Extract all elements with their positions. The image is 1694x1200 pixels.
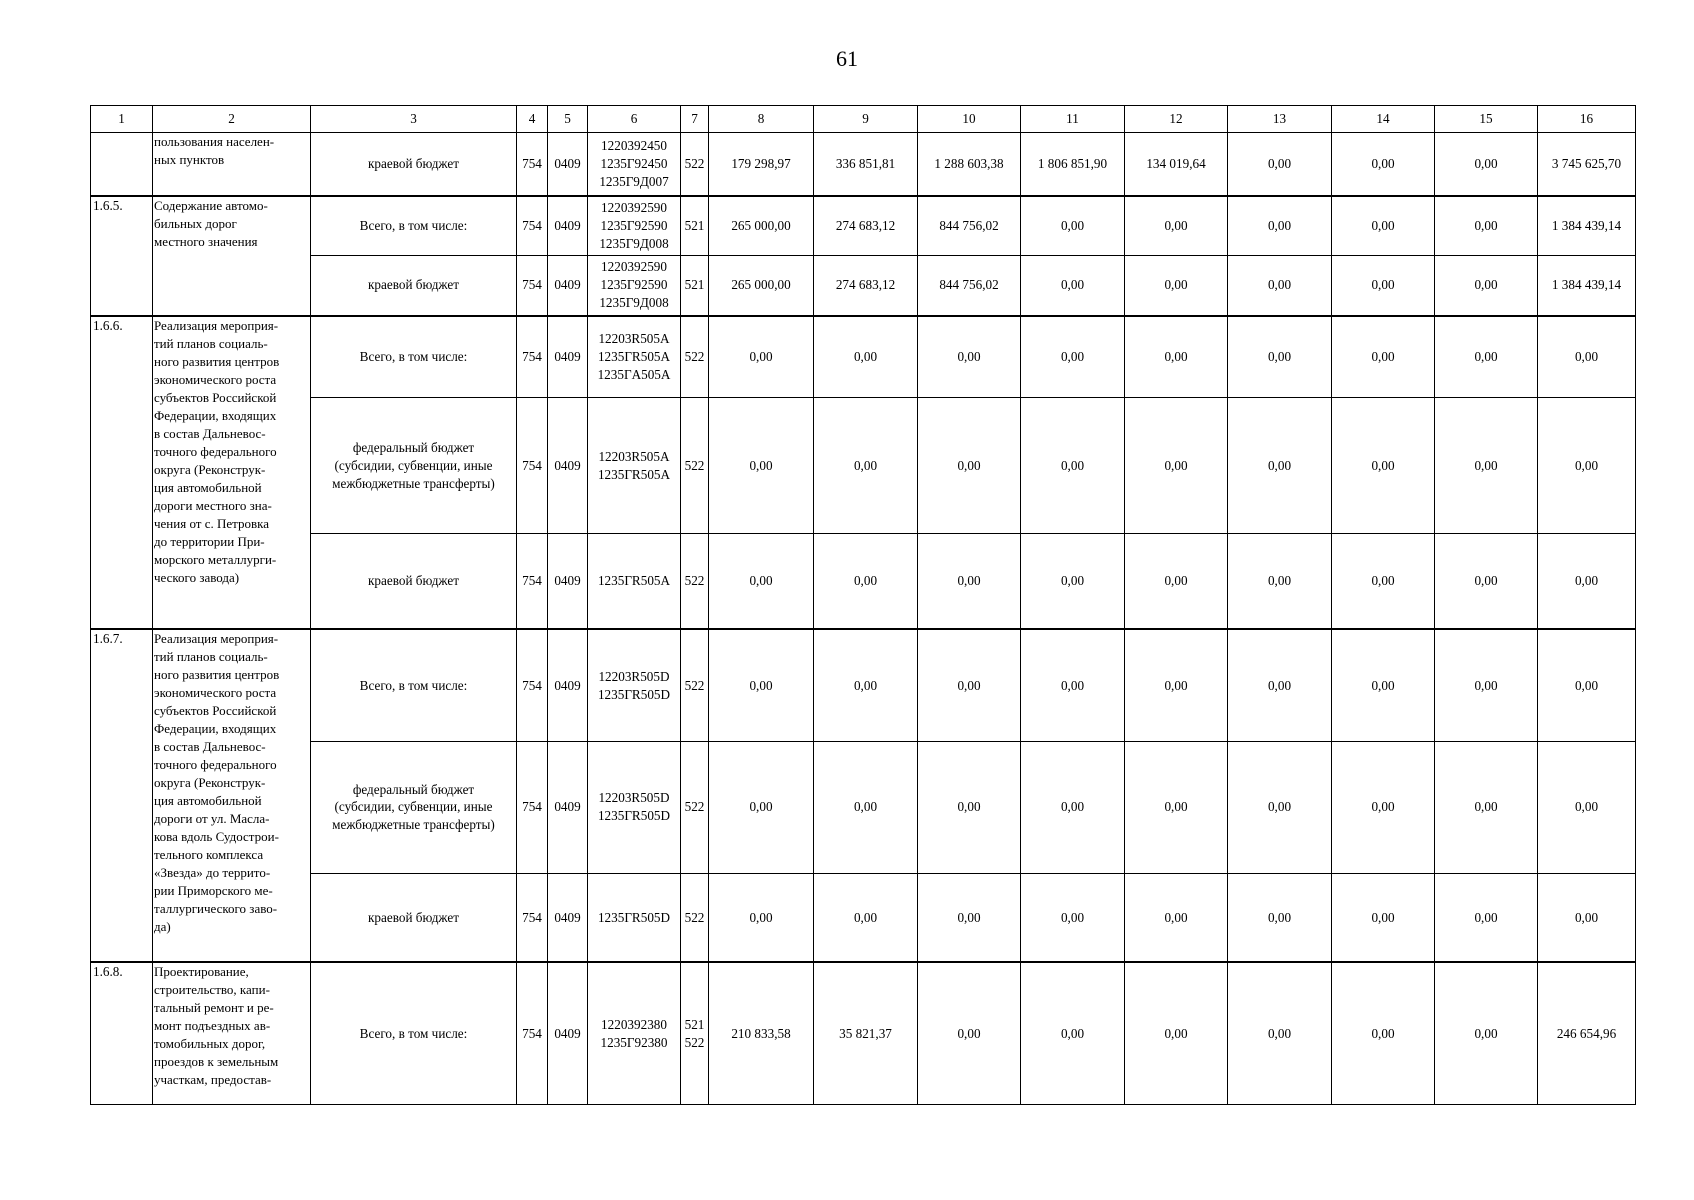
- expense-type-code: [681, 255, 709, 316]
- amount-col-13: 0,00: [1228, 397, 1332, 533]
- target-article-line: 1220392450: [601, 138, 667, 154]
- target-article-line: 12203R505A: [598, 448, 670, 464]
- target-article-line: 1235ГR505D: [597, 808, 671, 824]
- target-article-code: [588, 534, 681, 630]
- amount-col-10: 0,00: [918, 741, 1021, 873]
- funding-source: [311, 629, 517, 741]
- header-col-2: 2: [153, 106, 311, 133]
- header-row: [91, 106, 1636, 133]
- amount-col-15: 0,00: [1435, 534, 1538, 630]
- section-code: 0409: [548, 397, 588, 533]
- item-name: [153, 316, 311, 629]
- funding-source: [311, 255, 517, 316]
- item-number: 1.6.5.: [91, 196, 153, 316]
- amount-col-12: 0,00: [1125, 196, 1228, 255]
- table-row: [91, 629, 1636, 741]
- target-article-line: 1235Г92590: [600, 277, 668, 293]
- grbs-code: 754: [517, 316, 548, 397]
- target-article-code: [588, 133, 681, 196]
- amount-col-15: 0,00: [1435, 962, 1538, 1105]
- item-name-line: кова вдоль Судострои-: [154, 829, 279, 845]
- amount-col-12: 0,00: [1125, 741, 1228, 873]
- expense-type-code: [681, 133, 709, 196]
- item-name-line: рии Приморского ме-: [154, 883, 273, 899]
- grbs-code: 754: [517, 874, 548, 963]
- target-article-line: 1235ГR505A: [597, 466, 671, 482]
- header-col-16: 16: [1538, 106, 1636, 133]
- budget-table: [90, 105, 1636, 1105]
- amount-col-8: 0,00: [709, 874, 814, 963]
- target-article-code: [588, 255, 681, 316]
- amount-col-13: 0,00: [1228, 629, 1332, 741]
- item-name-line: дороги от ул. Масла-: [154, 811, 270, 827]
- amount-col-13: 0,00: [1228, 316, 1332, 397]
- item-name-line: до территории При-: [154, 534, 265, 550]
- expense-type-code: [681, 316, 709, 397]
- expense-type-code: [681, 741, 709, 873]
- table-row: [91, 255, 1636, 316]
- amount-col-13: 0,00: [1228, 534, 1332, 630]
- grbs-code: 754: [517, 741, 548, 873]
- funding-source-line: краевой бюджет: [368, 909, 459, 925]
- amount-col-12: 0,00: [1125, 962, 1228, 1105]
- item-name-line: экономического роста: [154, 372, 277, 388]
- funding-source: [311, 196, 517, 255]
- table-row: [91, 962, 1636, 1105]
- amount-col-14: 0,00: [1332, 962, 1435, 1105]
- section-code: 0409: [548, 741, 588, 873]
- amount-col-10: 0,00: [918, 316, 1021, 397]
- amount-col-10: 0,00: [918, 629, 1021, 741]
- expense-type-line: 522: [684, 909, 705, 925]
- amount-col-12: 0,00: [1125, 629, 1228, 741]
- amount-col-8: 0,00: [709, 741, 814, 873]
- item-name-line: морского металлурги-: [154, 552, 277, 568]
- funding-source-line: межбюджетные трансферты): [332, 475, 495, 491]
- item-name-line: Реализация мероприя-: [154, 318, 279, 334]
- item-name-line: в состав Дальневос-: [154, 426, 266, 442]
- item-name-line: пользования населен-: [154, 134, 275, 150]
- target-article-code: [588, 196, 681, 255]
- target-article-line: 1235Г92590: [600, 217, 668, 233]
- item-name-line: строительство, капи-: [154, 982, 270, 997]
- amount-col-8: 265 000,00: [709, 255, 814, 316]
- funding-source-line: Всего, в том числе:: [359, 217, 468, 233]
- header-col-14: 14: [1332, 106, 1435, 133]
- amount-col-11: 0,00: [1021, 741, 1125, 873]
- amount-col-14: 0,00: [1332, 874, 1435, 963]
- amount-col-15: 0,00: [1435, 741, 1538, 873]
- funding-source: [311, 316, 517, 397]
- item-name: [153, 133, 311, 196]
- item-number: 1.6.8.: [91, 962, 153, 1105]
- target-article-code: [588, 397, 681, 533]
- amount-col-12: 0,00: [1125, 397, 1228, 533]
- amount-col-9: 336 851,81: [814, 133, 918, 196]
- expense-type-line: 522: [684, 349, 705, 365]
- target-article-line: 1220392590: [601, 199, 667, 215]
- item-name-line: ческого завода): [154, 570, 240, 586]
- expense-type-line: 522: [684, 457, 705, 473]
- item-name-line: тий планов социаль-: [154, 649, 268, 665]
- funding-source-line: краевой бюджет: [368, 573, 459, 589]
- amount-col-13: 0,00: [1228, 962, 1332, 1105]
- table-row: [91, 874, 1636, 963]
- header-col-15: 15: [1435, 106, 1538, 133]
- target-article-line: 1235ГA505A: [597, 366, 671, 382]
- amount-col-9: 0,00: [814, 397, 918, 533]
- table-row: [91, 397, 1636, 533]
- target-article-code: [588, 741, 681, 873]
- item-name-line: точного федерального: [154, 444, 277, 460]
- amount-col-14: 0,00: [1332, 316, 1435, 397]
- item-name-line: тий планов социаль-: [154, 336, 268, 352]
- section-code: 0409: [548, 534, 588, 630]
- amount-col-9: 0,00: [814, 316, 918, 397]
- item-name-line: да): [154, 919, 171, 935]
- amount-col-11: 0,00: [1021, 874, 1125, 963]
- grbs-code: 754: [517, 196, 548, 255]
- expense-type-line: 522: [684, 573, 705, 589]
- section-code: 0409: [548, 962, 588, 1105]
- amount-col-12: 0,00: [1125, 255, 1228, 316]
- expense-type-code: [681, 629, 709, 741]
- funding-source-line: Всего, в том числе:: [359, 1025, 468, 1041]
- amount-col-8: 0,00: [709, 534, 814, 630]
- amount-col-10: 0,00: [918, 874, 1021, 963]
- amount-col-15: 0,00: [1435, 397, 1538, 533]
- item-name-line: субъектов Российской: [154, 390, 277, 406]
- item-name-line: ция автомобильной: [154, 793, 262, 809]
- expense-type-code: [681, 962, 709, 1105]
- funding-source-line: Всего, в том числе:: [359, 349, 468, 365]
- header-col-5: 5: [548, 106, 588, 133]
- header-col-3: 3: [311, 106, 517, 133]
- item-name-line: ного развития центров: [154, 354, 280, 370]
- funding-source-line: федеральный бюджет: [352, 439, 475, 455]
- item-name-line: тельного комплекса: [154, 847, 264, 863]
- item-name-line: чения от с. Петровка: [154, 516, 270, 532]
- item-name-line: таллургического заво-: [154, 901, 278, 917]
- amount-col-11: 0,00: [1021, 196, 1125, 255]
- item-name-line: бильных дорог: [154, 216, 237, 232]
- target-article-line: 1220392590: [601, 259, 667, 275]
- item-name-line: Проектирование,: [154, 964, 249, 979]
- target-article-code: [588, 629, 681, 741]
- amount-col-16: 0,00: [1538, 741, 1636, 873]
- expense-type-code: [681, 874, 709, 963]
- item-name-line: ных пунктов: [154, 152, 225, 168]
- target-article-line: 12203R505D: [598, 790, 670, 806]
- amount-col-10: 0,00: [918, 962, 1021, 1105]
- amount-col-9: 0,00: [814, 741, 918, 873]
- page-number: 61: [836, 46, 858, 71]
- item-name-line: точного федерального: [154, 757, 277, 773]
- amount-col-16: 0,00: [1538, 534, 1636, 630]
- amount-col-10: 0,00: [918, 397, 1021, 533]
- amount-col-13: 0,00: [1228, 874, 1332, 963]
- target-article-line: 1235Г92450: [600, 156, 668, 172]
- grbs-code: 754: [517, 133, 548, 196]
- table-row: [91, 196, 1636, 255]
- section-code: 0409: [548, 629, 588, 741]
- amount-col-14: 0,00: [1332, 133, 1435, 196]
- amount-col-10: 1 288 603,38: [918, 133, 1021, 196]
- amount-col-9: 0,00: [814, 874, 918, 963]
- amount-col-11: 0,00: [1021, 397, 1125, 533]
- item-name-line: «Звезда» до террито-: [154, 865, 271, 881]
- target-article-line: 1235Г9Д007: [599, 174, 669, 190]
- amount-col-16: 1 384 439,14: [1538, 196, 1636, 255]
- item-name-line: ного развития центров: [154, 667, 280, 683]
- expense-type-code: [681, 397, 709, 533]
- item-name: [153, 962, 311, 1105]
- funding-source-line: краевой бюджет: [368, 277, 459, 293]
- funding-source: [311, 741, 517, 873]
- target-article-code: [588, 316, 681, 397]
- amount-col-8: 0,00: [709, 397, 814, 533]
- amount-col-13: 0,00: [1228, 133, 1332, 196]
- table-row: [91, 741, 1636, 873]
- item-number: 1.6.7.: [91, 629, 153, 962]
- item-name-line: ция автомобильной: [154, 480, 262, 496]
- amount-col-8: 0,00: [709, 316, 814, 397]
- item-name-line: дороги местного зна-: [154, 498, 272, 514]
- amount-col-14: 0,00: [1332, 629, 1435, 741]
- amount-col-14: 0,00: [1332, 741, 1435, 873]
- section-code: 0409: [548, 255, 588, 316]
- amount-col-11: 0,00: [1021, 962, 1125, 1105]
- amount-col-15: 0,00: [1435, 874, 1538, 963]
- item-name-line: местного значения: [154, 234, 258, 250]
- amount-col-12: 134 019,64: [1125, 133, 1228, 196]
- target-article-line: 1235ГR505A: [597, 348, 671, 364]
- amount-col-16: 1 384 439,14: [1538, 255, 1636, 316]
- amount-col-8: 0,00: [709, 629, 814, 741]
- item-name-line: округа (Реконструк-: [154, 775, 266, 791]
- amount-col-15: 0,00: [1435, 629, 1538, 741]
- amount-col-15: 0,00: [1435, 196, 1538, 255]
- section-code: 0409: [548, 316, 588, 397]
- item-name-line: округа (Реконструк-: [154, 462, 266, 478]
- funding-source: [311, 874, 517, 963]
- grbs-code: 754: [517, 397, 548, 533]
- amount-col-8: 210 833,58: [709, 962, 814, 1105]
- amount-col-11: 0,00: [1021, 629, 1125, 741]
- header-col-8: 8: [709, 106, 814, 133]
- target-article-line: 1235Г9Д008: [599, 295, 669, 311]
- header-col-4: 4: [517, 106, 548, 133]
- amount-col-12: 0,00: [1125, 534, 1228, 630]
- section-code: 0409: [548, 196, 588, 255]
- grbs-code: 754: [517, 255, 548, 316]
- amount-col-16: 246 654,96: [1538, 962, 1636, 1105]
- header-col-9: 9: [814, 106, 918, 133]
- item-name-line: Содержание автомо-: [154, 198, 268, 214]
- item-name: [153, 629, 311, 962]
- item-name-line: проездов к земельным: [154, 1054, 279, 1069]
- target-article-line: 12203R505A: [598, 330, 670, 346]
- item-name-line: участкам, предостав-: [154, 1072, 272, 1087]
- expense-type-line: 522: [684, 156, 705, 172]
- amount-col-8: 265 000,00: [709, 196, 814, 255]
- section-code: 0409: [548, 133, 588, 196]
- funding-source-line: (субсидии, субвенции, иные: [334, 457, 493, 473]
- amount-col-14: 0,00: [1332, 397, 1435, 533]
- item-name-line: экономического роста: [154, 685, 277, 701]
- funding-source: [311, 534, 517, 630]
- item-name: [153, 196, 311, 316]
- funding-source-line: федеральный бюджет: [352, 781, 475, 797]
- amount-col-11: 1 806 851,90: [1021, 133, 1125, 196]
- table-row: [91, 534, 1636, 630]
- funding-source: [311, 962, 517, 1105]
- item-name-line: Федерации, входящих: [154, 408, 277, 424]
- amount-col-10: 0,00: [918, 534, 1021, 630]
- item-name-line: Федерации, входящих: [154, 721, 277, 737]
- item-number: [91, 133, 153, 196]
- amount-col-9: 0,00: [814, 629, 918, 741]
- item-name-line: тальный ремонт и ре-: [154, 1000, 274, 1015]
- amount-col-13: 0,00: [1228, 255, 1332, 316]
- funding-source-line: краевой бюджет: [368, 156, 459, 172]
- item-name-line: томобильных дорог,: [154, 1036, 266, 1051]
- header-col-1: 1: [91, 106, 153, 133]
- funding-source: [311, 397, 517, 533]
- amount-col-16: 0,00: [1538, 629, 1636, 741]
- amount-col-9: 274 683,12: [814, 196, 918, 255]
- amount-col-16: 0,00: [1538, 397, 1636, 533]
- amount-col-16: 0,00: [1538, 316, 1636, 397]
- item-name-line: субъектов Российской: [154, 703, 277, 719]
- target-article-line: 1235ГR505A: [597, 573, 671, 589]
- amount-col-11: 0,00: [1021, 316, 1125, 397]
- funding-source-line: межбюджетные трансферты): [332, 817, 495, 833]
- expense-type-line: 522: [684, 677, 705, 693]
- amount-col-14: 0,00: [1332, 255, 1435, 316]
- amount-col-11: 0,00: [1021, 534, 1125, 630]
- amount-col-15: 0,00: [1435, 255, 1538, 316]
- amount-col-8: 179 298,97: [709, 133, 814, 196]
- expense-type-code: [681, 196, 709, 255]
- item-name-line: в состав Дальневос-: [154, 739, 266, 755]
- funding-source: [311, 133, 517, 196]
- header-col-6: 6: [588, 106, 681, 133]
- expense-type-line: 522: [684, 1034, 705, 1050]
- target-article-line: 1235Г9Д008: [599, 235, 669, 251]
- header-col-7: 7: [681, 106, 709, 133]
- target-article-line: 1235ГR505D: [597, 686, 671, 702]
- target-article-line: 1220392380: [601, 1016, 667, 1032]
- funding-source-line: (субсидии, субвенции, иные: [334, 799, 493, 815]
- amount-col-14: 0,00: [1332, 534, 1435, 630]
- amount-col-15: 0,00: [1435, 133, 1538, 196]
- header-col-10: 10: [918, 106, 1021, 133]
- amount-col-10: 844 756,02: [918, 196, 1021, 255]
- expense-type-line: 521: [684, 277, 705, 293]
- table-row: [91, 316, 1636, 397]
- grbs-code: 754: [517, 629, 548, 741]
- expense-type-code: [681, 534, 709, 630]
- funding-source-line: Всего, в том числе:: [359, 677, 468, 693]
- amount-col-16: 0,00: [1538, 874, 1636, 963]
- amount-col-12: 0,00: [1125, 874, 1228, 963]
- header-col-12: 12: [1125, 106, 1228, 133]
- amount-col-9: 0,00: [814, 534, 918, 630]
- expense-type-line: 521: [684, 217, 705, 233]
- target-article-line: 1235ГR505D: [597, 909, 671, 925]
- amount-col-10: 844 756,02: [918, 255, 1021, 316]
- header-col-13: 13: [1228, 106, 1332, 133]
- amount-col-12: 0,00: [1125, 316, 1228, 397]
- amount-col-14: 0,00: [1332, 196, 1435, 255]
- amount-col-16: 3 745 625,70: [1538, 133, 1636, 196]
- amount-col-9: 35 821,37: [814, 962, 918, 1105]
- item-name-line: Реализация мероприя-: [154, 631, 279, 647]
- target-article-line: 12203R505D: [598, 668, 670, 684]
- expense-type-line: 521: [684, 1016, 705, 1032]
- amount-col-15: 0,00: [1435, 316, 1538, 397]
- target-article-code: [588, 962, 681, 1105]
- amount-col-13: 0,00: [1228, 196, 1332, 255]
- grbs-code: 754: [517, 962, 548, 1105]
- amount-col-11: 0,00: [1021, 255, 1125, 316]
- section-code: 0409: [548, 874, 588, 963]
- item-name-line: монт подъездных ав-: [154, 1018, 271, 1033]
- grbs-code: 754: [517, 534, 548, 630]
- table-row: [91, 133, 1636, 196]
- amount-col-9: 274 683,12: [814, 255, 918, 316]
- expense-type-line: 522: [684, 799, 705, 815]
- target-article-code: [588, 874, 681, 963]
- amount-col-13: 0,00: [1228, 741, 1332, 873]
- header-col-11: 11: [1021, 106, 1125, 133]
- target-article-line: 1235Г92380: [600, 1034, 668, 1050]
- item-number: 1.6.6.: [91, 316, 153, 629]
